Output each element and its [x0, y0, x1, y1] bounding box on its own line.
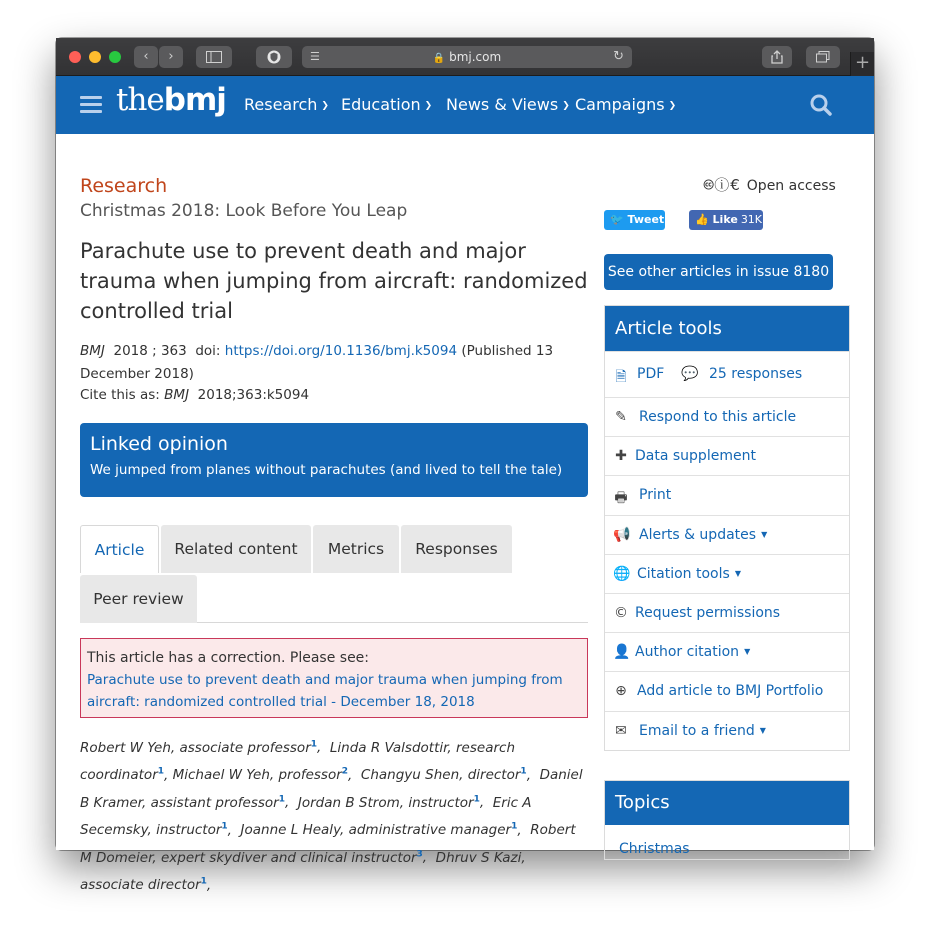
- chevron-down-icon: ❯: [424, 101, 433, 111]
- user-icon: 👤: [613, 644, 631, 661]
- reader-view-icon[interactable]: ☰: [310, 50, 320, 63]
- shield-icon: [267, 50, 281, 64]
- browser-toolbar: [56, 38, 874, 76]
- thumbs-up-icon: 👍: [695, 213, 709, 226]
- chevron-down-icon: ▼: [759, 725, 766, 735]
- browser-window: [56, 38, 874, 893]
- tab-metrics[interactable]: Metrics: [313, 525, 399, 573]
- tool-print[interactable]: 🖶 Print: [605, 475, 849, 514]
- facebook-like-button[interactable]: 👍 Like 31K: [689, 210, 763, 230]
- globe-icon: 🌐: [613, 565, 631, 582]
- search-icon[interactable]: [810, 94, 832, 116]
- site-header: [56, 76, 874, 134]
- edit-icon: ✎: [615, 409, 627, 425]
- lock-icon: 🔒: [432, 53, 446, 64]
- share-button[interactable]: [762, 46, 792, 68]
- zoom-window-button[interactable]: [109, 51, 121, 63]
- new-tab-button[interactable]: +: [850, 52, 874, 76]
- nav-campaigns[interactable]: Campaigns ❯: [575, 95, 677, 114]
- see-issue-button[interactable]: See other articles in issue 8180: [604, 254, 833, 290]
- menu-icon[interactable]: [80, 96, 102, 117]
- author[interactable]: Robert W Yeh, associate professor$^1$: [80, 739, 318, 756]
- correction-notice: [80, 638, 588, 718]
- series-title: Christmas 2018: Look Before You Leap: [80, 201, 408, 221]
- open-access-badge: 🅭ⓘ€ Open access: [704, 176, 836, 194]
- plus-icon: ✚: [615, 448, 627, 465]
- forward-button[interactable]: ›: [159, 46, 183, 68]
- author-list: Robert W Yeh, associate professor$^1$, Linda R Valsdottir, research coordinator$^1$, Michael W Yeh, professor$^2$, Changyu Shen, director$^1$, Daniel B Kramer, assistant professor$^1$, Jordan B Strom, instructor$^1$, Eric A Secemsky, instructor$^1$, Joanne L Healy, administrative manager$^1$, Robert M Domeier, expert skydiver and clinical instructor$^3$, Dhruv S Kazi, associate director$^1$,: [80, 739, 583, 893]
- address-bar[interactable]: [302, 46, 632, 68]
- creative-commons-icon: 🅭ⓘ€: [704, 176, 741, 194]
- tool-email[interactable]: ✉ Email to a friend ▼: [605, 711, 849, 750]
- linked-opinion-title: Linked opinion: [90, 433, 228, 455]
- author[interactable]: Robert M Domeier, expert skydiver and clinical instructor$^3$: [80, 822, 576, 866]
- twitter-icon: 🐦: [610, 213, 624, 226]
- copyright-icon: ©: [614, 604, 628, 621]
- privacy-report-button[interactable]: [256, 46, 292, 68]
- url-text: bmj.com: [449, 50, 502, 64]
- tab-related-content[interactable]: Related content: [161, 525, 311, 573]
- author[interactable]: Joanne L Healy, administrative manager$^1$: [240, 821, 518, 838]
- topic-link[interactable]: Christmas: [619, 841, 690, 857]
- printer-icon: 🖶: [614, 490, 628, 507]
- pdf-file-icon: 🗎: [615, 369, 627, 385]
- responses-link[interactable]: 25 responses: [709, 366, 803, 382]
- tools-row-pdf-responses: [605, 351, 849, 397]
- nav-education[interactable]: Education ❯: [341, 95, 433, 114]
- sidebar-toggle-button[interactable]: [196, 46, 232, 68]
- page-content: [56, 134, 874, 893]
- author[interactable]: Dhruv S Kazi, associate director$^1$: [80, 849, 526, 893]
- envelope-icon: ✉: [615, 722, 627, 739]
- tab-article[interactable]: Article: [80, 525, 159, 573]
- chevron-down-icon: ❯: [321, 101, 329, 111]
- chevron-down-icon: ❯: [668, 101, 677, 111]
- correction-link[interactable]: Parachute use to prevent death and major trauma when jumping from aircraft: randomized controlled trial - December 18, 2018: [87, 672, 563, 710]
- tabs-icon: [816, 51, 830, 63]
- back-button[interactable]: ‹: [134, 46, 158, 68]
- author[interactable]: Changyu Shen, director$^1$: [360, 766, 527, 783]
- tool-permissions[interactable]: © Request permissions: [605, 593, 849, 632]
- tweet-button[interactable]: 🐦 Tweet: [604, 210, 665, 230]
- article-tools-title: Article tools: [605, 306, 849, 351]
- chevron-down-icon: ❯: [562, 101, 570, 111]
- share-icon: [771, 50, 783, 64]
- tab-responses[interactable]: Responses: [401, 525, 512, 573]
- author[interactable]: Michael W Yeh, professor$^2$: [172, 766, 349, 783]
- tool-alerts[interactable]: 📢 Alerts & updates ▼: [605, 515, 849, 554]
- sidebar-icon: [206, 51, 222, 63]
- close-window-button[interactable]: [69, 51, 81, 63]
- author[interactable]: Jordan B Strom, instructor$^1$: [297, 794, 480, 811]
- article-tools-panel: [604, 305, 850, 751]
- tool-respond[interactable]: ✎ Respond to this article: [605, 397, 849, 436]
- minimize-window-button[interactable]: [89, 51, 101, 63]
- bmj-logo[interactable]: thebmj: [116, 82, 226, 118]
- chevron-down-icon: ▼: [734, 568, 741, 578]
- nav-news-views[interactable]: News & Views ❯: [446, 95, 570, 114]
- author[interactable]: Eric A Secemsky, instructor$^1$: [80, 794, 532, 838]
- linked-opinion-link[interactable]: We jumped from planes without parachutes (and lived to tell the tale): [90, 462, 563, 478]
- tool-portfolio[interactable]: ⊕ Add article to BMJ Portfolio: [605, 671, 849, 710]
- plus-circle-icon: ⊕: [615, 683, 627, 700]
- article-tabs: [80, 525, 588, 623]
- pdf-link[interactable]: PDF: [637, 366, 665, 382]
- nav-research[interactable]: Research ❯: [244, 95, 329, 114]
- author[interactable]: Daniel B Kramer, assistant professor$^1$: [80, 767, 583, 811]
- correction-text: This article has a correction. Please see:: [87, 650, 370, 666]
- linked-opinion[interactable]: [80, 423, 588, 497]
- cite-as: Cite this as: BMJ 2018;363:k5094: [80, 387, 310, 403]
- megaphone-icon: 📢: [613, 526, 631, 543]
- tool-author-citation[interactable]: 👤 Author citation ▼: [605, 632, 849, 671]
- doi-link[interactable]: https://doi.org/10.1136/bmj.k5094: [224, 343, 458, 359]
- topics-title: Topics: [605, 781, 849, 825]
- section-label[interactable]: Research: [80, 175, 168, 197]
- chevron-down-icon: ▼: [761, 529, 768, 539]
- tool-citation-tools[interactable]: 🌐 Citation tools ▼: [605, 554, 849, 593]
- chevron-down-icon: ▼: [744, 647, 751, 657]
- tabs-overview-button[interactable]: [806, 46, 840, 68]
- comment-icon: 💬: [681, 366, 699, 382]
- tool-data-supplement[interactable]: ✚ Data supplement: [605, 436, 849, 475]
- article-title: Parachute use to prevent death and major trauma when jumping from aircraft: randomized controlled trial: [80, 239, 588, 323]
- reload-icon[interactable]: ↻: [613, 49, 624, 64]
- tab-peer-review[interactable]: Peer review: [80, 575, 197, 623]
- author[interactable]: Linda R Valsdottir, research coordinator$^1$: [80, 739, 516, 783]
- topics-panel: [604, 780, 850, 860]
- citation-line: BMJ 2018 ; 363 doi: https://doi.org/10.1136/bmj.k5094 (Published 13 December 2018): [80, 343, 554, 382]
